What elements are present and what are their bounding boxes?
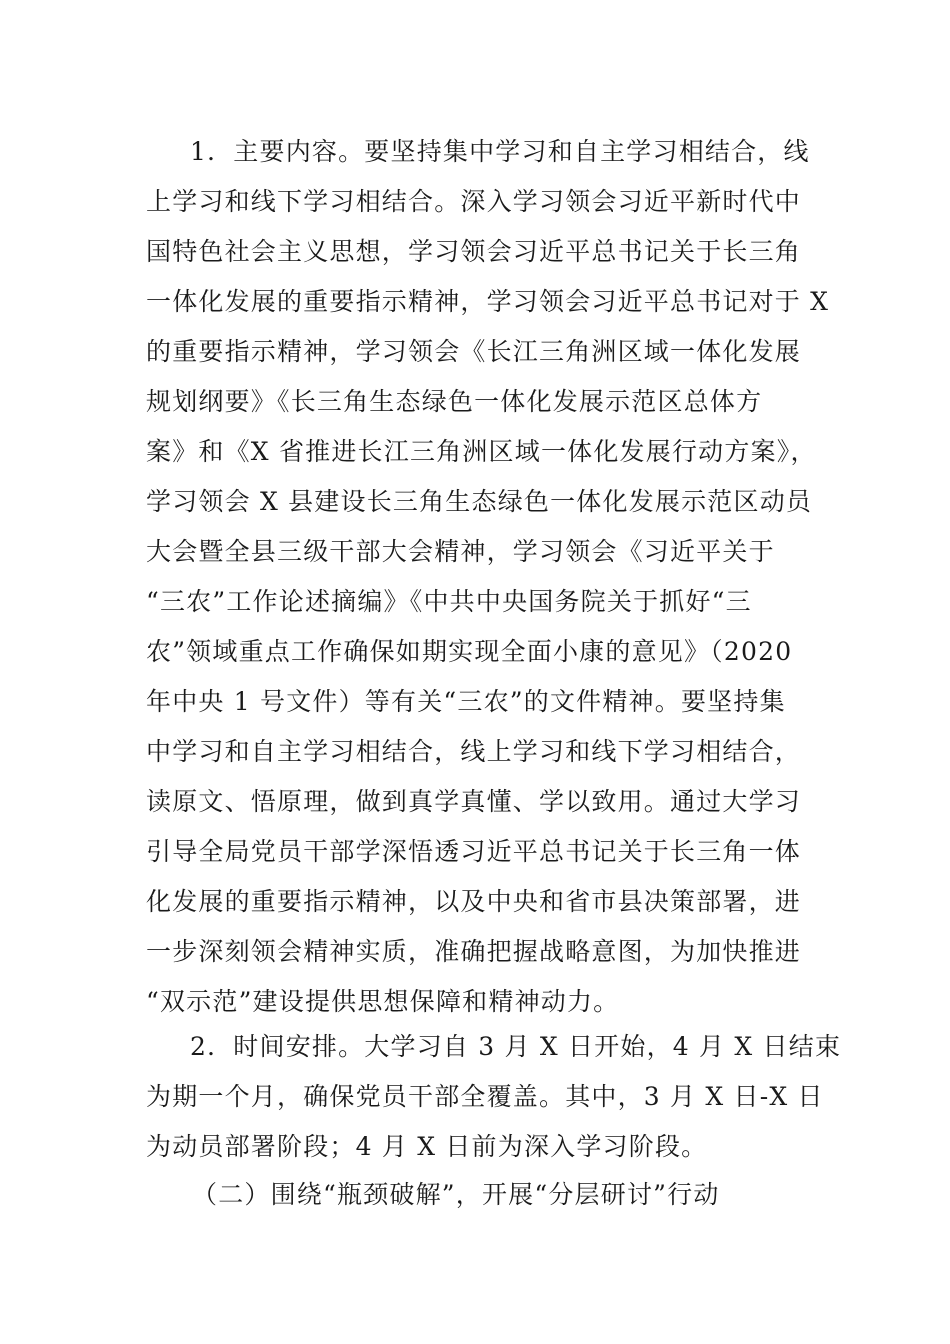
text-line: 大会暨全县三级干部大会精神，学习领会《习近平关于	[146, 537, 775, 566]
text-line: 中学习和自主学习相结合，线上学习和线下学习相结合，	[146, 737, 802, 766]
text-line: “双示范”建设提供思想保障和精神动力。	[146, 987, 620, 1016]
text-line: 国特色社会主义思想，学习领会习近平总书记关于长三角	[146, 237, 802, 266]
text-line: 一步深刻领会精神实质，准确把握战略意图，为加快推进	[146, 937, 802, 966]
text-line: 上学习和线下学习相结合。深入学习领会习近平新时代中	[146, 187, 802, 216]
text-line: 引导全局党员干部学深悟透习近平总书记关于长三角一体	[146, 837, 802, 866]
text-line: 的重要指示精神，学习领会《长江三角洲区域一体化发展	[146, 337, 802, 366]
paragraph-main-content	[146, 127, 830, 1027]
text-line: 读原文、悟原理，做到真学真懂、学以致用。通过大学习	[146, 787, 802, 816]
text-line: 农”领域重点工作确保如期实现全面小康的意见》（2020	[146, 637, 793, 666]
text-line: 年中央 1 号文件）等有关“三农”的文件精神。要坚持集	[146, 687, 786, 716]
text-line: 案》和《X 省推进长江三角洲区域一体化发展行动方案》，	[146, 437, 817, 466]
text-line: 学习领会 X 县建设长三角生态绿色一体化发展示范区动员	[146, 487, 813, 516]
text-line: 为期一个月，确保党员干部全覆盖。其中，3 月 X 日-X 日	[146, 1082, 824, 1111]
text-line: 1．主要内容。要坚持集中学习和自主学习相结合，线	[190, 137, 810, 166]
text-line: 2．时间安排。大学习自 3 月 X 日开始，4 月 X 日结束	[190, 1032, 842, 1061]
text-line: 为动员部署阶段；4 月 X 日前为深入学习阶段。	[146, 1132, 708, 1161]
section-heading	[146, 1170, 810, 1220]
text-line: 一体化发展的重要指示精神，学习领会习近平总书记对于 X	[146, 287, 830, 316]
section-heading-text: （二）围绕“瓶颈破解”，开展“分层研讨”行动	[192, 1180, 720, 1209]
paragraph-schedule	[146, 1022, 842, 1172]
text-line: 化发展的重要指示精神，以及中央和省市县决策部署，进	[146, 887, 802, 916]
text-line: 规划纲要》《长三角生态绿色一体化发展示范区总体方	[146, 387, 763, 416]
text-line: “三农”工作论述摘编》《中共中央国务院关于抓好“三	[146, 587, 752, 616]
